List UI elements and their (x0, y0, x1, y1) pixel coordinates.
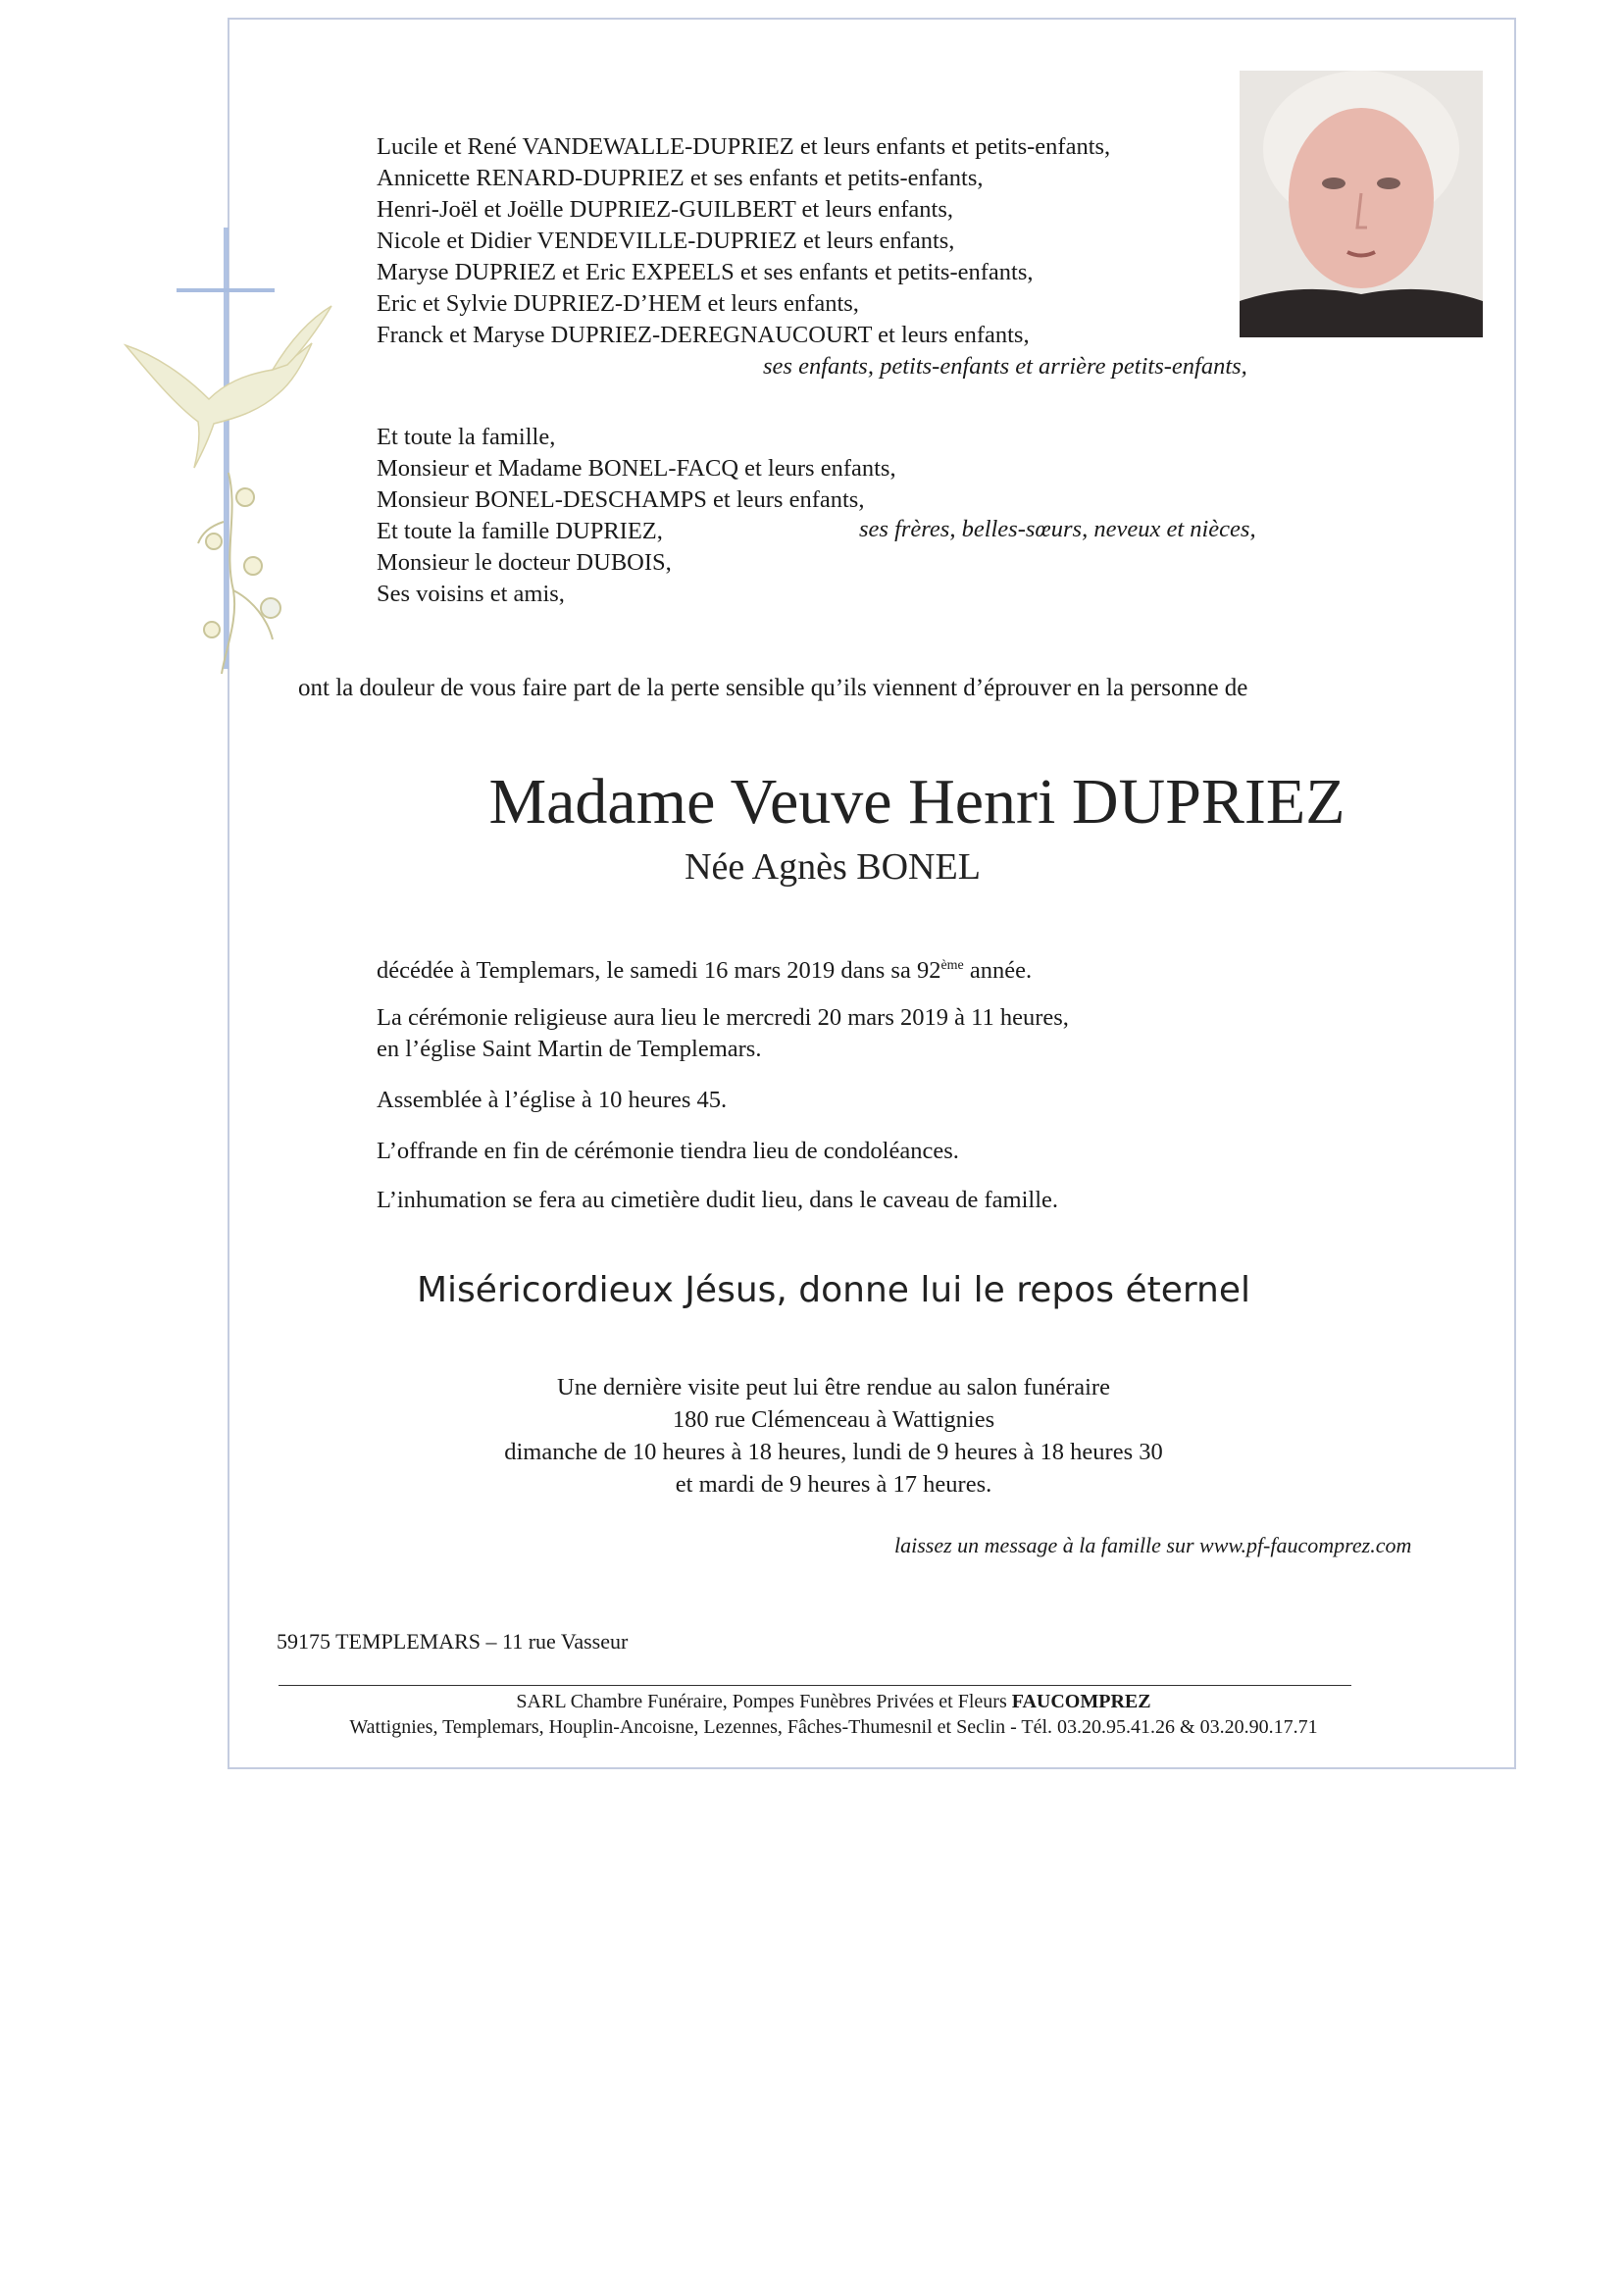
family-line: Maryse DUPRIEZ et Eric EXPEELS et ses enfants et petits-enfants, (377, 259, 1034, 285)
family-line: Henri-Joël et Joëlle DUPRIEZ-GUILBERT et leurs enfants, (377, 196, 953, 223)
footer-divider (279, 1685, 1351, 1686)
deceased-portrait-photo (1240, 71, 1483, 337)
family-line: Lucile et René VANDEWALLE-DUPRIEZ et leurs enfants et petits-enfants, (377, 133, 1111, 160)
family-line: Et toute la famille DUPRIEZ, (377, 518, 663, 544)
family-line: Monsieur le docteur DUBOIS, (377, 549, 672, 576)
footer-company-name: FAUCOMPREZ (1011, 1691, 1151, 1712)
family-line: Monsieur BONEL-DESCHAMPS et leurs enfants, (377, 486, 865, 513)
deceased-birth-name: Née Agnès BONEL (685, 846, 981, 888)
cross-icon (177, 228, 275, 669)
family-others-caption: ses frères, belles-sœurs, neveux et nièces, (859, 516, 1256, 542)
announcement-text: ont la douleur de vous faire part de la perte sensible qu’ils viennent d’éprouver en la personne de (298, 675, 1248, 701)
family-line: Monsieur et Madame BONEL-FACQ et leurs enfants, (377, 455, 896, 482)
footer-company-text: SARL Chambre Funéraire, Pompes Funèbres Privées et Fleurs (516, 1691, 1012, 1712)
ordinal-suffix: ème (940, 957, 964, 973)
family-line: Annicette RENARD-DUPRIEZ et ses enfants et petits-enfants, (377, 165, 984, 191)
assembly-line: Assemblée à l’église à 10 heures 45. (377, 1087, 728, 1113)
family-line: Et toute la famille, (377, 424, 556, 450)
family-line: Eric et Sylvie DUPRIEZ-D’HEM et leurs enfants, (377, 290, 859, 317)
visit-line: dimanche de 10 heures à 18 heures, lundi de 9 heures à 18 heures 30 (504, 1439, 1163, 1465)
burial-line: L’inhumation se fera au cimetière dudit lieu, dans le caveau de famille. (377, 1187, 1059, 1213)
cross-dove-decoration (116, 228, 341, 688)
offering-line: L’offrande en fin de cérémonie tiendra lieu de condoléances. (377, 1138, 959, 1164)
flower-branch-icon (198, 473, 280, 674)
family-line: Ses voisins et amis, (377, 581, 565, 607)
death-line-end: année. (963, 957, 1033, 984)
family-line: Franck et Maryse DUPRIEZ-DEREGNAUCOURT et leurs enfants, (377, 322, 1030, 348)
church-line: en l’église Saint Martin de Templemars. (377, 1036, 762, 1062)
address-text: 59175 TEMPLEMARS – 11 rue Vasseur (277, 1629, 629, 1654)
death-details (377, 955, 1032, 987)
footer-company (516, 1689, 1150, 1714)
death-line-text: décédée à Templemars, le samedi 16 mars 2019 dans sa 92 (377, 957, 941, 984)
ceremony-line: La cérémonie religieuse aura lieu le mercredi 20 mars 2019 à 11 heures, (377, 1004, 1069, 1031)
message-link[interactable]: laissez un message à la famille sur www.pf-faucomprez.com (894, 1533, 1412, 1557)
family-line: Nicole et Didier VENDEVILLE-DUPRIEZ et leurs enfants, (377, 228, 955, 254)
deceased-name: Madame Veuve Henri DUPRIEZ (488, 766, 1345, 838)
visit-line: et mardi de 9 heures à 17 heures. (675, 1471, 992, 1498)
family-children-caption: ses enfants, petits-enfants et arrière petits-enfants, (763, 353, 1247, 380)
footer-locations: Wattignies, Templemars, Houplin-Ancoisne, Lezennes, Fâches-Thumesnil et Seclin - Tél. 03.20.95.41.26 & 03.20.90.17.71 (349, 1716, 1318, 1738)
visit-line: 180 rue Clémenceau à Wattignies (672, 1406, 995, 1433)
visit-line: Une dernière visite peut lui être rendue au salon funéraire (557, 1374, 1110, 1400)
prayer-text: Miséricordieux Jésus, donne lui le repos éternel (416, 1270, 1251, 1310)
